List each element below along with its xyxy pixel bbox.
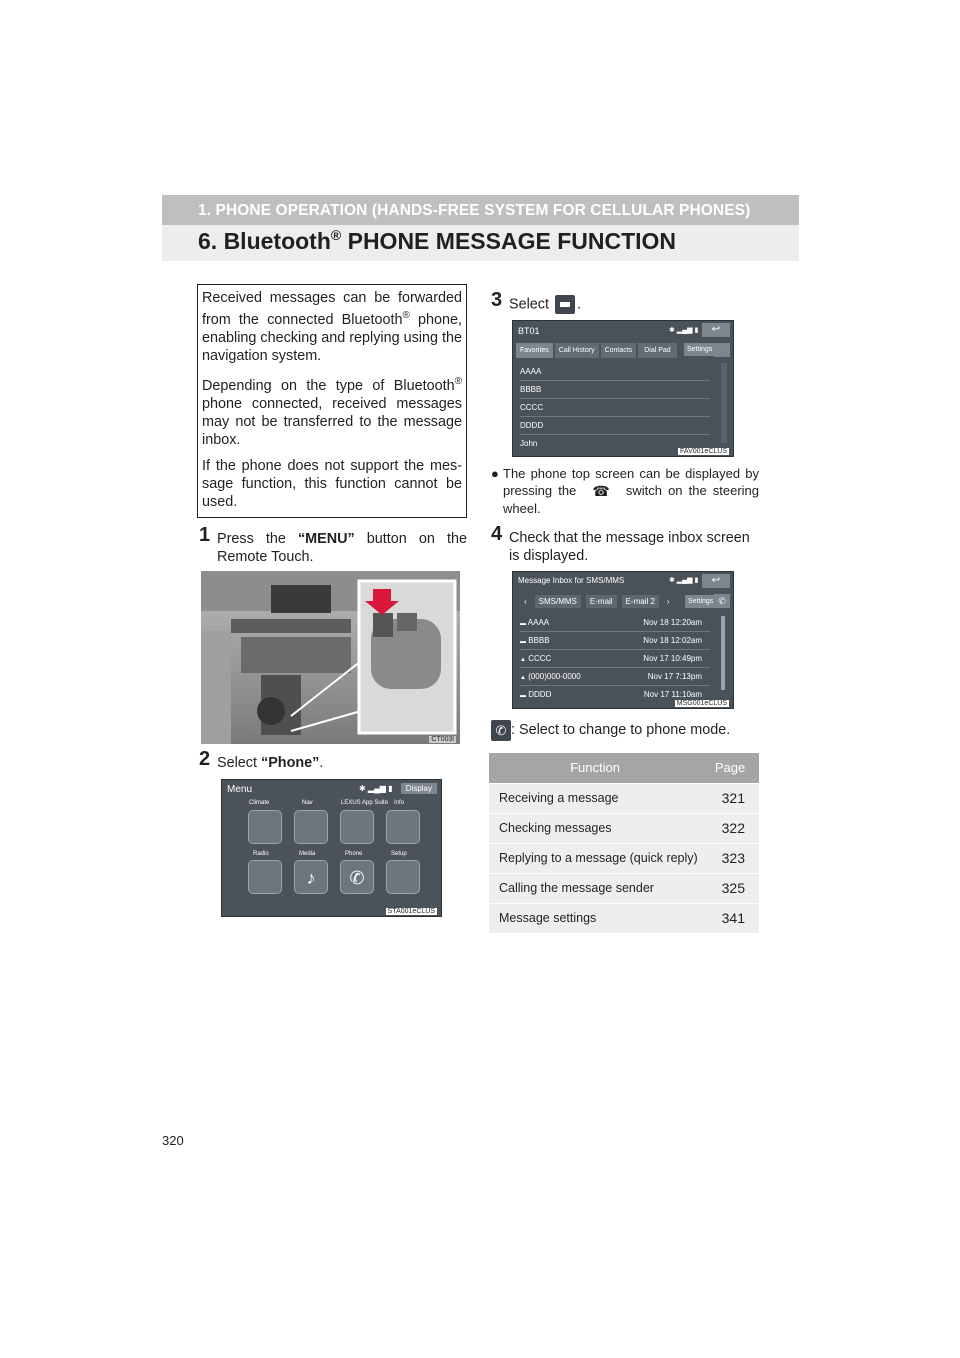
table-row[interactable]: ▬ DDDD Nov 17 11:10am (520, 690, 702, 699)
intro-paragraph-2: Depending on the type of Bluetooth® phone connected, received messages may not be transferred to the message inbox. (202, 375, 462, 448)
scrollbar[interactable] (721, 363, 727, 443)
console-illustration (201, 571, 460, 744)
intro-paragraph-1: Received messages can be forwarded from the connected Bluetooth® phone, enabling checking and replying using the navigation system. (202, 290, 463, 364)
setup-icon[interactable] (386, 860, 420, 894)
column-header: Page (701, 753, 759, 783)
list-item[interactable]: BBBB (520, 381, 710, 399)
table-row[interactable]: ▬ AAAA Nov 18 12:20am (520, 614, 710, 632)
lexus-app-icon[interactable] (340, 810, 374, 844)
section-title: 1. PHONE OPERATION (HANDS-FREE SYSTEM FOR CELLULAR PHONES) (198, 202, 751, 219)
tab-email[interactable]: E-mail (586, 595, 617, 608)
nav-icon[interactable] (294, 810, 328, 844)
table-row: Replying to a message (quick reply) 323 (489, 843, 759, 873)
phone-top-screen: BT01 ✱ ▂▄▆ ▮ ↩ Favorites Call History Contacts Dial Pad Settings AAAA BBBB CCCC DDDD John FAV001eCLUS (512, 320, 734, 457)
radio-icon[interactable] (248, 860, 282, 894)
envelope-icon: ▬ (520, 693, 526, 699)
settings-button[interactable]: Settings (685, 595, 716, 608)
column-header: Function (489, 753, 701, 783)
page-number: 320 (162, 1133, 184, 1148)
scrollbar[interactable] (721, 616, 725, 690)
tab-contacts[interactable]: Contacts (601, 343, 637, 358)
message-inbox-screen: Message Inbox for SMS/MMS ✱ ▂▄▆ ▮ ↩ ‹ SMS/MMS E-mail E-mail 2 › Settings ✆ ▬ AAAA Nov 18 12:20am ▬ BBBB Nov 18 12:02am ▲ CCCC Nov 17 10:49pm ▲ (000)000-0000 Nov 17 7:13pm ▬ DDDD Nov 17 11:10am MSG001eCLUS (512, 571, 734, 709)
list-item[interactable]: CCCC (520, 399, 710, 417)
table-row: Receiving a message 321 (489, 783, 759, 813)
table-row[interactable]: ▬ BBBB Nov 18 12:02am (520, 632, 710, 650)
inbox-tabs: ‹ SMS/MMS E-mail E-mail 2 › (524, 597, 670, 606)
tab-dial-pad[interactable]: Dial Pad (638, 343, 676, 358)
step-3-note: ● The phone top screen can be displayed by pressing the ☎ switch on the steering wheel. (491, 466, 759, 517)
message-list (520, 614, 710, 704)
contact-list (520, 363, 710, 453)
climate-icon[interactable] (248, 810, 282, 844)
envelope-icon: ▬ (520, 639, 526, 645)
tab-sms-mms[interactable]: SMS/MMS (535, 595, 581, 608)
envelope-open-icon: ▲ (520, 675, 526, 681)
table-row[interactable]: ▲ CCCC Nov 17 10:49pm (520, 650, 710, 668)
message-button[interactable] (714, 343, 730, 357)
phone-tabs (516, 343, 677, 358)
info-icon[interactable] (386, 810, 420, 844)
list-item[interactable]: AAAA (520, 363, 710, 381)
back-icon[interactable]: ↩ (702, 323, 730, 337)
back-icon[interactable]: ↩ (702, 574, 730, 588)
menu-screen: Menu Display ✱ ▂▄▆ ▮ Climate Nav LEXUS App Suite Info Radio Media Phone Setup ♪ ✆ STA001eCLUS (221, 779, 442, 917)
step-1: 1 Press the “MENU” button on the Remote Touch. (199, 524, 467, 565)
section-header (162, 195, 799, 225)
phone-mode-note: ✆ : Select to change to phone mode. (491, 719, 761, 741)
page-title: 6. Bluetooth® PHONE MESSAGE FUNCTION (198, 227, 677, 254)
envelope-open-icon: ▲ (520, 657, 526, 663)
settings-button[interactable]: Settings (684, 343, 715, 356)
table-row[interactable]: ▲ (000)000-0000 Nov 17 7:13pm (520, 668, 710, 686)
envelope-icon: ▬ (520, 621, 526, 627)
status-icons: ✱ ▂▄▆ ▮ (669, 577, 699, 584)
message-icon (555, 295, 575, 314)
step-2: 2 Select “Phone”. (199, 748, 324, 771)
table-row: Calling the message sender 325 (489, 873, 759, 903)
display-button[interactable]: Display (401, 783, 437, 794)
phone-icon[interactable]: ✆ (340, 860, 374, 894)
status-icons: ✱ ▂▄▆ ▮ (359, 784, 393, 793)
status-icons: ✱ ▂▄▆ ▮ (669, 327, 699, 334)
list-item[interactable]: John (520, 439, 538, 448)
tab-email-2[interactable]: E-mail 2 (622, 595, 659, 608)
function-table (489, 753, 759, 933)
media-icon[interactable]: ♪ (294, 860, 328, 894)
phone-mode-button[interactable]: ✆ (714, 594, 730, 608)
tab-call-history[interactable]: Call History (555, 343, 599, 358)
step-3: 3 Select . (491, 289, 581, 313)
tab-favorites[interactable]: Favorites (516, 343, 553, 358)
intro-box (197, 284, 467, 518)
table-row: Checking messages 322 (489, 813, 759, 843)
list-item[interactable]: DDDD (520, 417, 710, 435)
title-band (162, 225, 799, 261)
intro-paragraph-3: If the phone does not support the mes- sage function, this function cannot be used. (202, 457, 462, 510)
table-row: Message settings 341 (489, 903, 759, 933)
remote-touch-photo: CT003l (201, 571, 460, 744)
step-4: 4 Check that the message inbox screen is displayed. (491, 523, 750, 564)
phone-icon: ✆ (491, 720, 511, 741)
steering-phone-switch-icon: ☎ (592, 483, 610, 500)
